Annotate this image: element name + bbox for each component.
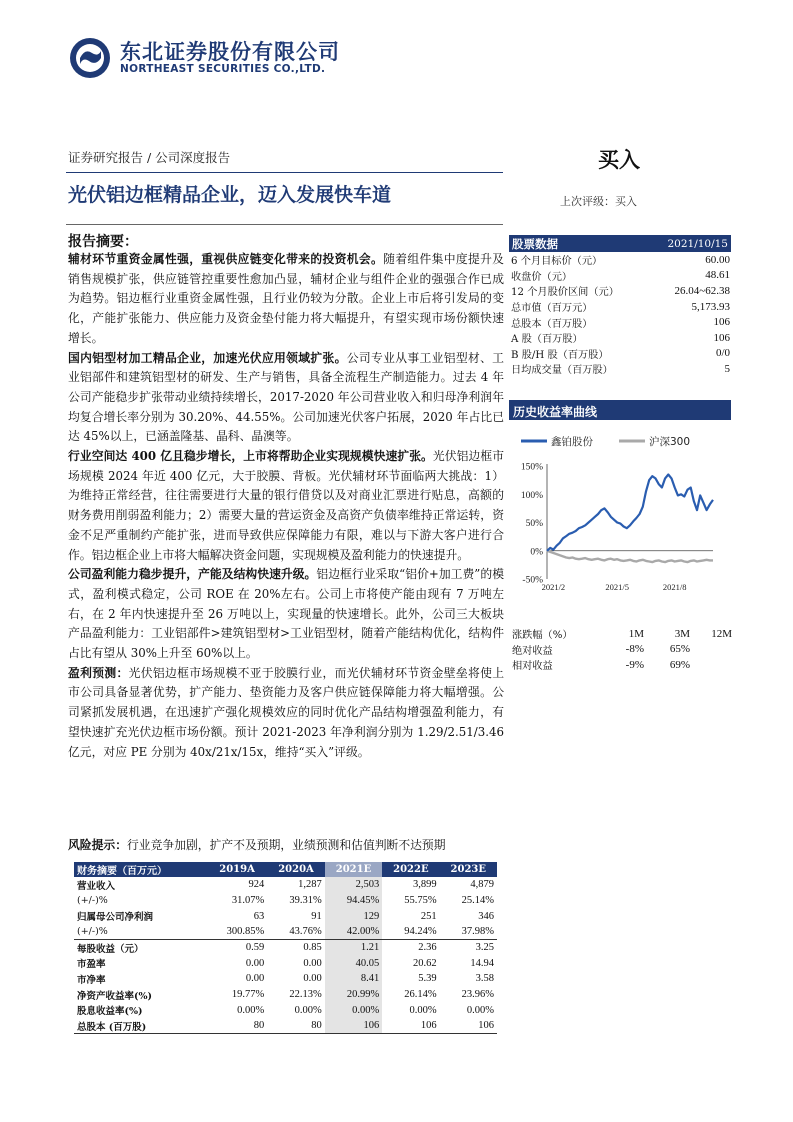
returns-table xyxy=(512,626,732,673)
table-cell: 0.00% xyxy=(466,1004,494,1016)
performance-chart-svg xyxy=(509,424,731,604)
table-cell: 0.00 xyxy=(245,973,265,985)
returns-label: 相对收益 xyxy=(512,661,553,673)
table-cell: 31.07% xyxy=(231,895,265,907)
table-cell: 129 xyxy=(325,908,382,924)
table-header: 2022E xyxy=(382,862,439,877)
table-cell: 0.00% xyxy=(237,1004,265,1016)
summary-paragraph xyxy=(68,250,504,349)
table-cell: 63 xyxy=(253,910,265,922)
table-cell: 0.00 xyxy=(303,957,322,969)
table-cell: 20.62 xyxy=(412,957,437,969)
table-cell: 40.05 xyxy=(325,955,382,971)
returns-value: -8% xyxy=(625,643,644,656)
stock-data-label: 日均成交量（百万股） xyxy=(511,365,613,377)
table-cell: 5.39 xyxy=(418,973,437,985)
series-line-stock xyxy=(547,475,713,551)
performance-chart xyxy=(509,424,731,604)
row-label: 市盈率 xyxy=(77,959,106,971)
stock-data-panel xyxy=(509,235,731,377)
table-cell: 3.25 xyxy=(440,940,497,956)
table-cell: 300.85% xyxy=(226,926,265,938)
table-cell: 0.00% xyxy=(325,1003,382,1019)
table-cell: 0.00 xyxy=(245,957,265,969)
stock-data-label: B 股/H 股（百万股） xyxy=(511,349,609,361)
stock-data-value: 106 xyxy=(713,316,730,329)
table-cell: 2,503 xyxy=(325,877,382,893)
stock-data-label: A 股（百万股） xyxy=(511,334,583,346)
stock-data-row xyxy=(509,299,731,315)
table-row xyxy=(74,1018,497,1034)
table-row xyxy=(74,924,497,940)
table-cell: 94.24% xyxy=(404,926,437,938)
stock-data-value: 48.61 xyxy=(705,269,730,282)
table-cell: 91 xyxy=(311,910,322,922)
series-line-index xyxy=(547,551,713,562)
stock-data-value: 0/0 xyxy=(715,347,730,360)
stock-data-value: 106 xyxy=(713,331,730,344)
table-row xyxy=(74,971,497,987)
row-label: 股息收益率(%) xyxy=(77,1006,143,1018)
y-tick-label: -50% xyxy=(522,575,543,586)
table-cell: 3.58 xyxy=(475,973,494,985)
table-cell: 106 xyxy=(440,1018,497,1034)
breadcrumb: 证券研究报告 / 公司深度报告 xyxy=(68,150,231,165)
divider xyxy=(66,224,503,225)
paragraph-body: 公司专业从事工业铝型材、工业铝部件和建筑铝型材的研发、生产与销售，具备全流程生产制造能力。过去 4 年公司产能稳步扩张带动业绩持续增长，2017-2020 年公司营业收入和归母净利润年均复合增长率分别为 30.20%、44.55%。公司加速光伏客户拓展，2020 年占比已达 45%以上，已涵盖隆基、晶科、晶澳等。 xyxy=(68,350,504,444)
row-label: (+/-)% xyxy=(77,926,108,938)
table-header: 2019A xyxy=(207,862,267,877)
summary-body xyxy=(68,250,504,762)
table-cell: 39.31% xyxy=(289,895,322,907)
divider xyxy=(66,172,503,173)
table-header: 2020A xyxy=(267,862,325,877)
table-header: 2023E xyxy=(440,862,497,877)
x-tick-label: 2021/2 xyxy=(541,582,566,592)
table-cell: 251 xyxy=(420,910,437,922)
financial-summary-table xyxy=(74,862,497,1034)
table-cell: 3,899 xyxy=(412,879,437,891)
table-cell: 43.76% xyxy=(289,926,322,938)
y-tick-label: 50% xyxy=(525,519,543,529)
table-cell: 23.96% xyxy=(461,989,494,1001)
stock-data-row xyxy=(509,283,731,299)
company-name-en: NORTHEAST SECURITIES CO.,LTD. xyxy=(120,63,326,75)
table-cell: 22.13% xyxy=(289,989,322,1001)
summary-paragraph xyxy=(68,447,504,565)
stock-data-row xyxy=(509,252,731,268)
paragraph-lead: 盈利预测： xyxy=(68,665,129,680)
stock-data-title: 股票数据 xyxy=(512,236,558,251)
returns-header-row xyxy=(512,626,732,642)
table-row xyxy=(74,908,497,924)
stock-data-date: 2021/10/15 xyxy=(667,237,728,250)
legend-label: 沪深300 xyxy=(649,436,691,448)
table-cell: 106 xyxy=(325,1018,382,1034)
table-cell: 37.98% xyxy=(461,926,494,938)
row-label: (+/-)% xyxy=(77,895,108,907)
paragraph-lead: 国内铝型材加工精品企业，加速光伏应用领域扩张。 xyxy=(68,350,347,365)
stock-data-label: 6 个月目标价（元） xyxy=(511,256,603,268)
summary-paragraph xyxy=(68,349,504,448)
table-cell: 0.59 xyxy=(207,940,267,956)
table-header: 2021E xyxy=(325,862,382,877)
table-row xyxy=(74,1003,497,1019)
stock-data-value: 60.00 xyxy=(705,253,730,266)
x-tick-label: 2021/8 xyxy=(662,582,687,592)
paragraph-body: 光伏铝边框市场规模不亚于胶膜行业，而光伏辅材环节资金壁垒将使上市公司具备显著优势，扩产能力、垫资能力及客户供应链保障能力将大幅增强。公司紧抓发展机遇，在迅速扩产强化规模效应的同时优化产品结构增强盈利能力，有望快速扩充光伏边框市场份额。预计 2021-2023 年净利润分别为 1.29/2.51/3.46 亿元，对应 PE 分别为 40x/21x/15x，维持“买入”评级。 xyxy=(68,665,504,759)
stock-data-value: 5 xyxy=(724,362,730,375)
previous-rating: 上次评级：买入 xyxy=(560,195,637,208)
table-header: 财务摘要（百万元） xyxy=(74,862,207,877)
table-cell: 346 xyxy=(478,910,494,922)
stock-data-row xyxy=(509,361,731,377)
row-label: 每股收益（元） xyxy=(74,940,207,956)
row-label: 总股本 (百万股) xyxy=(74,1018,207,1034)
returns-header: 1M xyxy=(628,627,644,640)
paragraph-body: 铝边框行业采取“铝价+加工费”的模式，盈利模式稳定，公司 ROE 在 20%左右。公司上市将使产能由现有 7 万吨左右，在 2 年内快速提升至 26 万吨以上，实现量的快速增长。此外，公司三大板块产品盈利能力：工业铝部件>建筑铝型材>工业铝型材，随着产能结构优化，结构件占比有望从 30%上升至 60%以上。 xyxy=(68,567,504,661)
stock-data-header xyxy=(509,235,731,252)
legend-label: 鑫铂股份 xyxy=(551,436,593,448)
y-tick-label: 0% xyxy=(530,547,543,558)
performance-header: 历史收益率曲线 xyxy=(509,400,731,420)
stock-data-row xyxy=(509,346,731,362)
table-row xyxy=(74,893,497,909)
summary-paragraph xyxy=(68,565,504,664)
table-cell: 94.45% xyxy=(325,893,382,909)
row-label: 市净率 xyxy=(77,974,106,986)
table-cell: 0.00 xyxy=(303,973,322,985)
paragraph-body: 随着组件集中度提升及销售规模扩张，供应链管控重要性愈加凸显，辅材企业与组件企业的强强合作已成为趋势。铝边框行业重资金属性强，且行业仍较为分散。企业上市后将引发局的变化，产能扩张能力、供应能力及资金垫付能力将大幅提升，有望实现市场份额快速增长。 xyxy=(68,252,504,345)
table-cell: 0.85 xyxy=(267,940,325,956)
table-row xyxy=(74,987,497,1003)
returns-header: 涨跌幅（%） xyxy=(512,630,573,642)
row-label: 营业收入 xyxy=(77,880,116,892)
stock-data-row xyxy=(509,268,731,284)
table-cell: 1,287 xyxy=(298,879,322,891)
stock-data-label: 收盘价（元） xyxy=(511,271,573,283)
returns-label: 绝对收益 xyxy=(512,645,553,657)
paragraph-lead: 行业空间达 400 亿且稳步增长，上市将帮助企业实现规模快速扩张。 xyxy=(68,449,433,464)
paragraph-lead: 辅材环节重资金属性强，重视供应链变化带来的投资机会。 xyxy=(68,252,384,266)
returns-value: 65% xyxy=(669,643,690,656)
returns-header: 12M xyxy=(711,627,732,640)
table-cell: 1.21 xyxy=(325,940,382,956)
y-tick-label: 100% xyxy=(520,490,543,501)
table-cell: 106 xyxy=(382,1018,439,1034)
table-cell: 924 xyxy=(248,879,265,891)
stock-data-label: 总股本（百万股） xyxy=(511,318,593,330)
stock-data-row xyxy=(509,314,731,330)
stock-data-value: 26.04~62.38 xyxy=(674,284,730,297)
table-cell: 42.00% xyxy=(325,924,382,940)
table-cell: 55.75% xyxy=(404,895,437,907)
company-logo xyxy=(68,36,368,80)
table-cell: 0.00% xyxy=(409,1004,437,1016)
row-label: 净资产收益率(%) xyxy=(77,990,153,1002)
table-cell: 4,879 xyxy=(470,879,494,891)
risk-warning xyxy=(68,836,504,853)
table-row xyxy=(74,940,497,956)
table-cell: 0.00% xyxy=(294,1004,322,1016)
returns-value: 69% xyxy=(669,658,690,671)
rating: 买入 xyxy=(598,147,640,172)
table-cell: 25.14% xyxy=(461,895,494,907)
stock-data-label: 总市值（百万元） xyxy=(511,303,593,315)
table-cell: 80 xyxy=(207,1018,267,1034)
table-cell: 20.99% xyxy=(325,987,382,1003)
row-label: 归属母公司净利润 xyxy=(77,912,154,924)
paragraph-body: 光伏铝边框市场规模 2024 年近 400 亿元，大于胶膜、背板。光伏辅材环节面临两大挑战：1）为维持正常经营，往往需要进行大量的银行借贷以及对商业汇票进行贴息，高额的财务费用削弱盈利能力；2）需要大量的营运资金及高资产负债率维持正常运转，资金不足严重制约产能扩张，进而导致供应保障能力有限，难以与下游大客户进行合作。铝边框企业上市将大幅解决资金问题，实现规模及盈利能力的快速提升。 xyxy=(68,449,504,562)
table-cell: 19.77% xyxy=(231,989,265,1001)
risk-lead: 风险提示： xyxy=(68,838,127,852)
stock-data-row xyxy=(509,330,731,346)
paragraph-lead: 公司盈利能力稳步提升，产能及结构快速升级。 xyxy=(68,567,317,582)
y-tick-label: 150% xyxy=(520,462,543,473)
company-name-cn: 东北证券股份有限公司 xyxy=(120,40,340,64)
returns-row xyxy=(512,642,732,658)
summary-heading: 报告摘要： xyxy=(68,234,138,250)
risk-body: 行业竞争加剧，扩产不及预期，业绩预测和估值判断不达预期 xyxy=(127,838,446,852)
table-cell: 80 xyxy=(267,1018,325,1034)
page-title: 光伏铝边框精品企业，迈入发展快车道 xyxy=(68,184,392,206)
table-cell: 8.41 xyxy=(325,971,382,987)
table-row xyxy=(74,877,497,893)
x-tick-label: 2021/5 xyxy=(605,582,630,592)
table-header-row xyxy=(74,862,497,877)
returns-row xyxy=(512,657,732,673)
table-row xyxy=(74,955,497,971)
returns-header: 3M xyxy=(674,627,690,640)
table-cell: 14.94 xyxy=(470,957,494,969)
table-cell: 2.36 xyxy=(382,940,439,956)
summary-paragraph xyxy=(68,664,504,763)
stock-data-value: 5,173.93 xyxy=(691,300,730,313)
stock-data-label: 12 个月股价区间（元） xyxy=(511,287,619,299)
returns-value: -9% xyxy=(625,658,644,671)
table-cell: 26.14% xyxy=(404,989,437,1001)
company-logo-icon xyxy=(68,36,112,80)
